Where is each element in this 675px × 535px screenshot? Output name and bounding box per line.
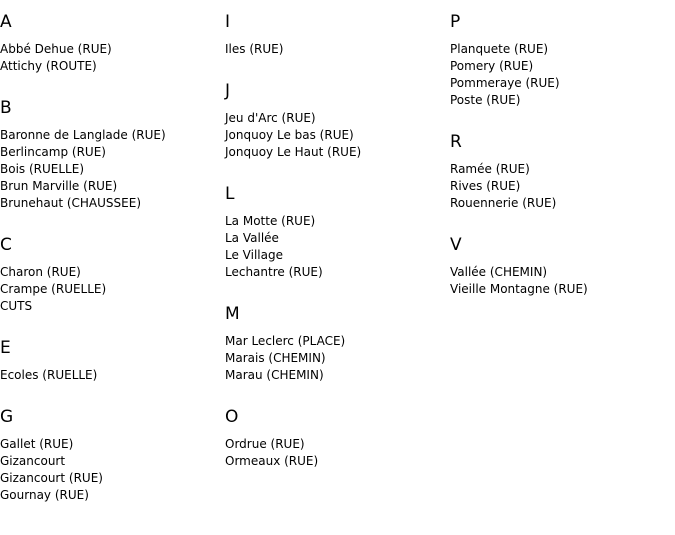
street-link[interactable]: Ramée (RUE) bbox=[450, 162, 530, 176]
index-column bbox=[225, 11, 445, 492]
street-link[interactable]: Attichy (ROUTE) bbox=[0, 59, 97, 73]
letter-section bbox=[0, 337, 220, 384]
street-link[interactable]: Vallée (CHEMIN) bbox=[450, 265, 548, 279]
section-letter-heading: P bbox=[450, 12, 461, 32]
street-link[interactable]: Charon (RUE) bbox=[0, 265, 81, 279]
letter-section bbox=[450, 11, 670, 109]
section-letter-heading: B bbox=[0, 98, 12, 118]
street-link[interactable]: La Vallée bbox=[225, 231, 279, 245]
section-letter-heading: J bbox=[225, 81, 231, 101]
letter-section bbox=[225, 11, 445, 58]
letter-section bbox=[0, 11, 220, 75]
street-link[interactable]: Jonquoy Le bas (RUE) bbox=[225, 128, 354, 142]
letter-section bbox=[225, 80, 445, 161]
section-letter-heading: R bbox=[450, 132, 462, 152]
letter-section bbox=[450, 131, 670, 212]
section-letter-heading: C bbox=[0, 235, 12, 255]
section-letter-heading: O bbox=[225, 407, 239, 427]
street-link[interactable]: Baronne de Langlade (RUE) bbox=[0, 128, 166, 142]
letter-section bbox=[0, 97, 220, 212]
section-letter-heading: L bbox=[225, 184, 235, 204]
street-link[interactable]: Gizancourt bbox=[0, 454, 66, 468]
street-link[interactable]: Jeu d'Arc (RUE) bbox=[225, 111, 316, 125]
section-letter-heading: V bbox=[450, 235, 462, 255]
letter-section bbox=[0, 406, 220, 504]
street-link[interactable]: Poste (RUE) bbox=[450, 93, 521, 107]
street-link[interactable]: CUTS bbox=[0, 299, 33, 313]
street-link[interactable]: Rouennerie (RUE) bbox=[450, 196, 557, 210]
street-link[interactable]: Marau (CHEMIN) bbox=[225, 368, 324, 382]
street-link[interactable]: Crampe (RUELLE) bbox=[0, 282, 107, 296]
street-link[interactable]: Marais (CHEMIN) bbox=[225, 351, 326, 365]
street-link[interactable]: La Motte (RUE) bbox=[225, 214, 316, 228]
section-letter-heading: M bbox=[225, 304, 240, 324]
street-link[interactable]: Berlincamp (RUE) bbox=[0, 145, 106, 159]
letter-section bbox=[450, 234, 670, 298]
section-letter-heading: I bbox=[225, 12, 231, 32]
letter-section bbox=[0, 234, 220, 315]
street-link[interactable]: Ordrue (RUE) bbox=[225, 437, 305, 451]
street-link[interactable]: Jonquoy Le Haut (RUE) bbox=[225, 145, 362, 159]
street-link[interactable]: Pomery (RUE) bbox=[450, 59, 534, 73]
street-link[interactable]: Abbé Dehue (RUE) bbox=[0, 42, 112, 56]
street-link[interactable]: Pommeraye (RUE) bbox=[450, 76, 560, 90]
street-link[interactable]: Planquete (RUE) bbox=[450, 42, 549, 56]
street-link[interactable]: Rives (RUE) bbox=[450, 179, 521, 193]
street-link[interactable]: Lechantre (RUE) bbox=[225, 265, 323, 279]
street-link[interactable]: Ormeaux (RUE) bbox=[225, 454, 319, 468]
street-link[interactable]: Brunehaut (CHAUSSEE) bbox=[0, 196, 141, 210]
section-letter-heading: A bbox=[0, 12, 12, 32]
street-link[interactable]: Gizancourt (RUE) bbox=[0, 471, 103, 485]
street-link[interactable]: Le Village bbox=[225, 248, 283, 262]
section-letter-heading: E bbox=[0, 338, 11, 358]
street-link[interactable]: Brun Marville (RUE) bbox=[0, 179, 118, 193]
letter-section bbox=[225, 303, 445, 384]
index-column bbox=[450, 11, 670, 320]
street-link[interactable]: Vieille Montagne (RUE) bbox=[450, 282, 588, 296]
street-link[interactable]: Mar Leclerc (PLACE) bbox=[225, 334, 346, 348]
letter-section bbox=[225, 183, 445, 281]
letter-section bbox=[225, 406, 445, 470]
section-letter-heading: G bbox=[0, 407, 14, 427]
street-link[interactable]: Iles (RUE) bbox=[225, 42, 284, 56]
street-link[interactable]: Gournay (RUE) bbox=[0, 488, 89, 502]
street-link[interactable]: Bois (RUELLE) bbox=[0, 162, 84, 176]
street-link[interactable]: Ecoles (RUELLE) bbox=[0, 368, 98, 382]
index-column bbox=[0, 11, 220, 526]
street-link[interactable]: Gallet (RUE) bbox=[0, 437, 74, 451]
